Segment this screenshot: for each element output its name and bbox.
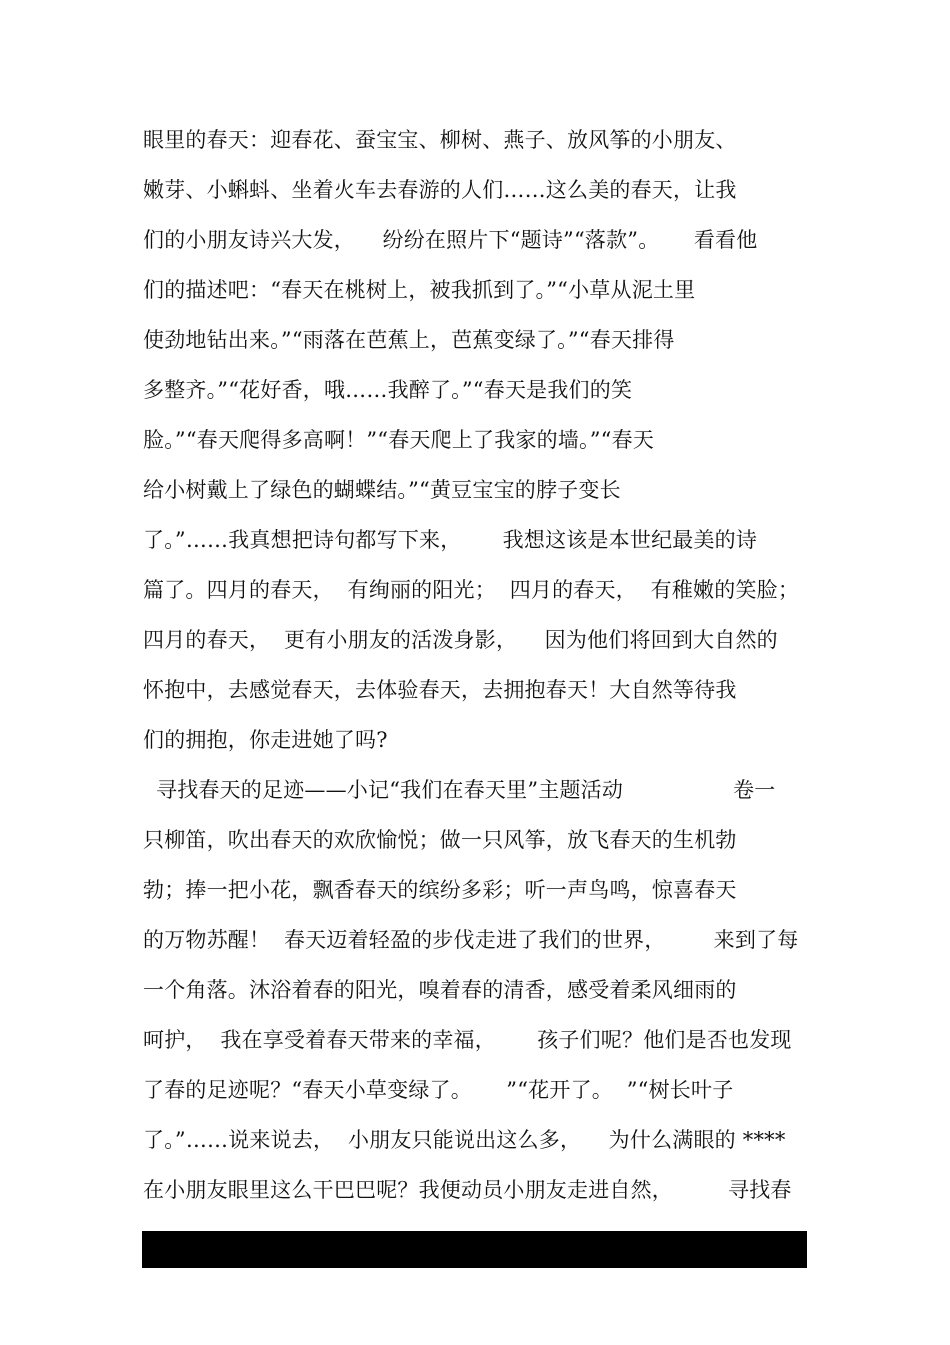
text-line: 给小树戴上了绿色的蝴蝶结。”“黄豆宝宝的脖子变长 [143, 478, 621, 502]
text-line: 多整齐。”“花好香，哦……我醉了。”“春天是我们的笑 [143, 378, 633, 402]
text-line: 四月的春天， 更有小朋友的活泼身影， 因为他们将回到大自然的 [143, 628, 778, 652]
text-line: 眼里的春天：迎春花、蚕宝宝、柳树、燕子、放风筝的小朋友、 [143, 128, 737, 152]
section-heading-line: 寻找春天的足迹——小记“我们在春天里”主题活动 卷一 [156, 778, 776, 802]
text-line: 一个角落。沐浴着春的阳光，嗅着春的清香，感受着柔风细雨的 [143, 978, 737, 1002]
text-line: 只柳笛，吹出春天的欢欣愉悦；做一只风筝，放飞春天的生机勃 [143, 828, 737, 852]
text-line: 脸。”“春天爬得多高啊！”“春天爬上了我家的墙。”“春天 [143, 428, 655, 452]
text-line: 篇了。四月的春天， 有绚丽的阳光； 四月的春天， 有稚嫩的笑脸； [143, 578, 800, 602]
text-line: 呵护， 我在享受着春天带来的幸福， 孩子们呢？他们是否也发现 [143, 1028, 792, 1052]
redaction-bar [142, 1231, 807, 1268]
text-line: 在小朋友眼里这么干巴巴呢？我便动员小朋友走进自然， 寻找春 [143, 1178, 792, 1202]
text-line: 了。”……说来说去， 小朋友只能说出这么多， 为什么满眼的 **** [143, 1128, 786, 1152]
text-line: 们的描述吧：“春天在桃树上，被我抓到了。”“小草从泥土里 [143, 278, 696, 302]
text-line: 嫩芽、小蝌蚪、坐着火车去春游的人们……这么美的春天，让我 [143, 178, 737, 202]
text-line: 的万物苏醒！ 春天迈着轻盈的步伐走进了我们的世界， 来到了每 [143, 928, 799, 952]
text-line: 勃；捧一把小花，飘香春天的缤纷多彩；听一声鸟鸣，惊喜春天 [143, 878, 737, 902]
body-text [143, 122, 813, 1222]
text-line: 们的小朋友诗兴大发， 纷纷在照片下“题诗”“落款”。 看看他 [143, 228, 758, 252]
text-line: 们的拥抱，你走进她了吗? [143, 728, 388, 752]
text-line: 了春的足迹呢？“春天小草变绿了。 ”“花开了。 ”“树长叶子 [143, 1078, 734, 1102]
text-line: 了。”……我真想把诗句都写下来， 我想这该是本世纪最美的诗 [143, 528, 758, 552]
text-line: 使劲地钻出来。”“雨落在芭蕉上，芭蕉变绿了。”“春天排得 [143, 328, 675, 352]
text-line: 怀抱中，去感觉春天，去体验春天，去拥抱春天！大自然等待我 [143, 678, 737, 702]
